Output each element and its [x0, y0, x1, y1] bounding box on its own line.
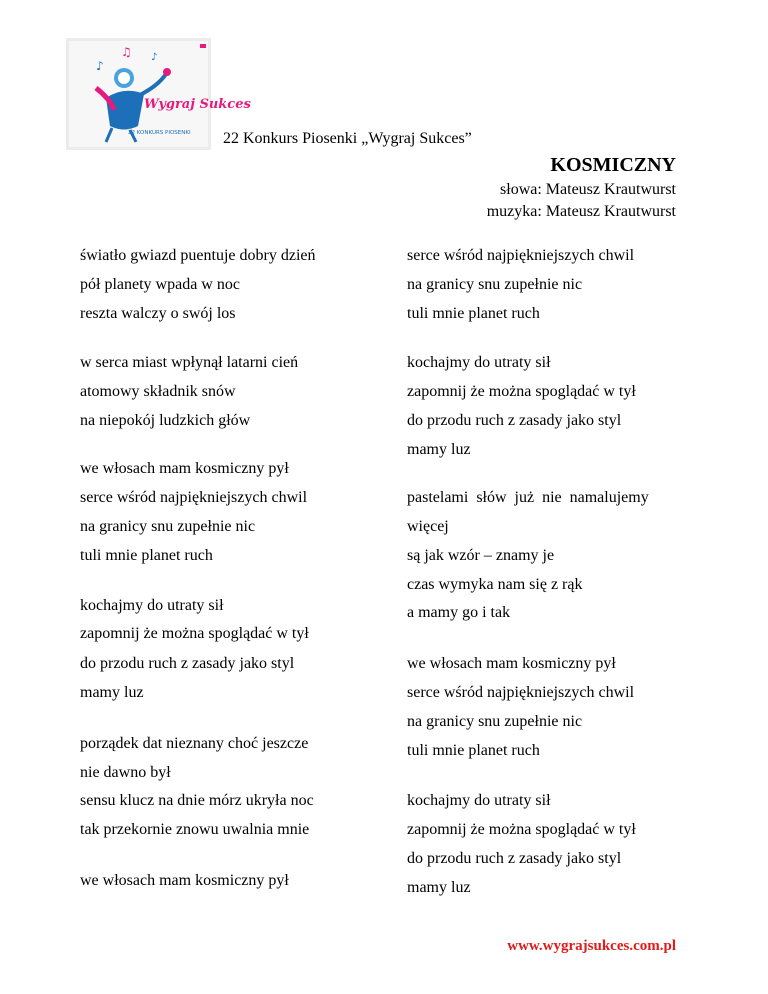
lyric-line: do przodu ruch z zasady jako styl: [407, 412, 622, 429]
lyric-line: zapomnij że można spoglądać w tył: [407, 383, 636, 400]
lyric-line: więcej: [407, 518, 449, 535]
lyric-line: pastelami słów już nie namalujemy: [407, 489, 649, 506]
lyric-line: tuli mnie planet ruch: [407, 305, 540, 322]
music-credit: muzyka: Mateusz Krautwurst: [486, 203, 676, 220]
lyric-line: światło gwiazd puentuje dobry dzień: [80, 247, 316, 264]
logo-wordmark: Wygraj Sukces: [144, 97, 251, 112]
lyric-line: we włosach mam kosmiczny pył: [80, 872, 289, 889]
logo-subtitle: 22 KONKURS PIOSENKI: [128, 130, 191, 136]
lyric-line: zapomnij że można spoglądać w tył: [80, 625, 309, 642]
svg-text:♫: ♫: [121, 45, 132, 59]
lyric-line: a mamy go i tak: [407, 604, 511, 621]
lyric-line: czas wymyka nam się z rąk: [407, 576, 583, 593]
lyric-line: do przodu ruch z zasady jako styl: [80, 655, 295, 672]
lyric-line: zapomnij że można spoglądać w tył: [407, 821, 636, 838]
lyric-line: tuli mnie planet ruch: [80, 547, 213, 564]
lyric-line: na niepokój ludzkich głów: [80, 412, 251, 429]
website-link[interactable]: www.wygrajsukces.com.pl: [507, 938, 676, 954]
lyric-line: kochajmy do utraty sił: [407, 792, 551, 809]
contest-logo: [66, 38, 251, 150]
lyric-line: we włosach mam kosmiczny pył: [407, 655, 616, 672]
lyric-line: serce wśród najpiękniejszych chwil: [407, 684, 635, 701]
lyric-line: mamy luz: [407, 441, 471, 458]
lyric-line: do przodu ruch z zasady jako styl: [407, 850, 622, 867]
lyric-line: mamy luz: [407, 879, 471, 896]
lyric-line: na granicy snu zupełnie nic: [407, 713, 583, 730]
lyric-line: tak przekornie znowu uwalnia mnie: [80, 821, 310, 838]
lyric-line: kochajmy do utraty sił: [407, 354, 551, 371]
lyric-line: kochajmy do utraty sił: [80, 597, 224, 614]
words-credit: słowa: Mateusz Krautwurst: [500, 181, 676, 198]
svg-text:♪: ♪: [151, 52, 158, 63]
svg-text:♪: ♪: [96, 59, 104, 73]
lyric-line: są jak wzór – znamy je: [407, 547, 555, 564]
lyric-line: pół planety wpada w noc: [80, 276, 240, 293]
lyric-line: we włosach mam kosmiczny pył: [80, 460, 289, 477]
lyric-line: reszta walczy o swój los: [80, 305, 236, 322]
lyric-line: tuli mnie planet ruch: [407, 742, 540, 759]
lyric-line: serce wśród najpiękniejszych chwil: [80, 489, 308, 506]
lyric-line: serce wśród najpiękniejszych chwil: [407, 247, 635, 264]
lyric-line: nie dawno był: [80, 764, 171, 781]
lyric-line: porządek dat nieznany choć jeszcze: [80, 735, 309, 752]
lyric-line: na granicy snu zupełnie nic: [80, 518, 256, 535]
contest-title: 22 Konkurs Piosenki „Wygraj Sukces”: [223, 130, 472, 147]
lyric-line: na granicy snu zupełnie nic: [407, 276, 583, 293]
lyric-line: mamy luz: [80, 684, 144, 701]
logo-graphic: [66, 38, 251, 150]
lyric-line: sensu klucz na dnie mórz ukryła noc: [80, 792, 314, 809]
song-title: KOSMICZNY: [550, 154, 676, 176]
lyric-line: atomowy składnik snów: [80, 383, 236, 400]
lyric-line: w serca miast wpłynął latarni cień: [80, 354, 299, 371]
